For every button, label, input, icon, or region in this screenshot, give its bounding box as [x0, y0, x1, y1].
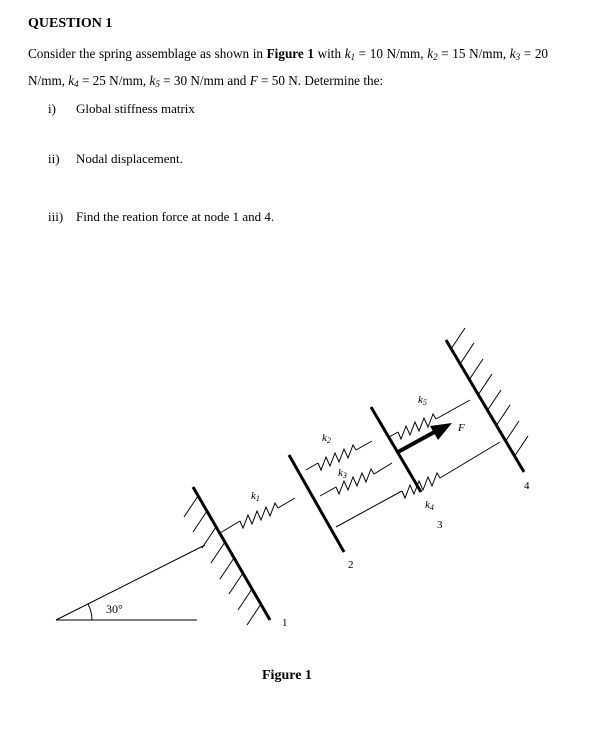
node-1-label: 1 — [282, 617, 288, 629]
spring-assemblage-figure — [0, 300, 600, 660]
spring-k2 — [318, 445, 356, 470]
sub-question-number: ii) — [48, 151, 60, 166]
spring-k4-label: k4 — [425, 499, 434, 512]
sub-question-3 — [48, 209, 274, 225]
left-wall-hatching — [184, 496, 261, 625]
force-arrow-head — [430, 423, 452, 440]
spring-k1 — [240, 503, 278, 528]
sub-question-2 — [48, 151, 183, 167]
left-wall — [193, 487, 270, 620]
sub-question-text: Global stiffness matrix — [76, 101, 195, 116]
question-title: QUESTION 1 — [28, 16, 113, 31]
question-intro: Consider the spring assemblage as shown in Figure 1 with $k_1 = 10$ N/mm, $k_2 = 15$ N/mm, $k_3 = 20$ N/mm, $k_4 = 25$ N/mm, $k_5 = 30$ N/mm and F = 50 N. Determine the: — [28, 46, 549, 89]
right-wall — [446, 340, 524, 472]
sub-question-text: Nodal displacement. — [76, 151, 183, 166]
incline-line — [56, 545, 205, 620]
figure-caption: Figure 1 — [262, 668, 312, 683]
node-3-label: 3 — [437, 519, 443, 531]
force-arrow-shaft — [398, 430, 438, 452]
sub-question-text: Find the reation force at node 1 and 4. — [76, 209, 275, 224]
spring-k3-label: k3 — [338, 467, 347, 480]
bar-node-2 — [289, 455, 344, 552]
node-2-label: 2 — [348, 559, 354, 571]
sub-question-number: iii) — [48, 209, 64, 224]
spring-k2-label: k2 — [322, 432, 331, 445]
spring-k4 — [402, 473, 440, 498]
angle-label: 30° — [106, 602, 123, 616]
sub-question-1 — [48, 101, 195, 117]
spring-k1-label: k1 — [251, 490, 260, 503]
rail-2-3 — [336, 492, 400, 527]
spring-k5-label: k5 — [418, 394, 427, 407]
sub-question-number: i) — [48, 101, 56, 116]
right-wall-hatching — [451, 328, 528, 457]
node-4-label: 4 — [524, 480, 530, 492]
force-label: F — [458, 422, 465, 434]
bar-node-3 — [371, 407, 421, 492]
angle-arc — [88, 604, 92, 620]
